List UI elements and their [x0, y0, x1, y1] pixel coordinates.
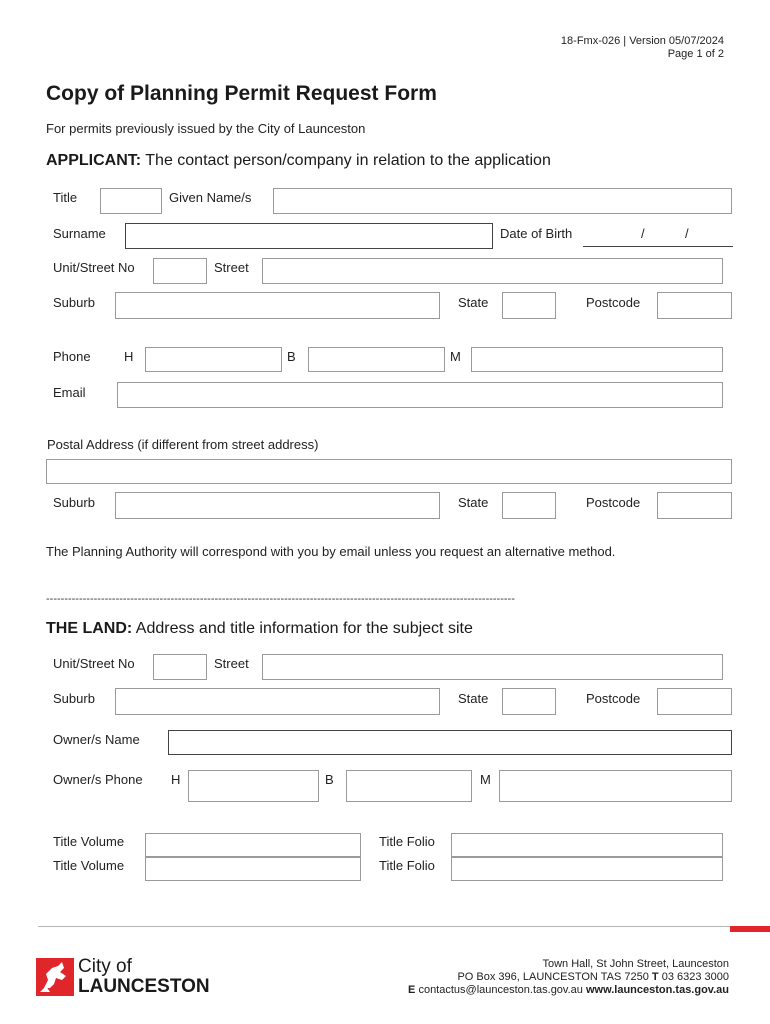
logo-text-line2: LAUNCESTON — [78, 976, 210, 997]
phone-label: Phone — [53, 349, 91, 364]
dob-separator: / — [641, 226, 645, 241]
phone-business-input[interactable] — [308, 347, 445, 372]
title-volume-input-2[interactable] — [145, 857, 361, 881]
logo-text-line1: City of — [78, 956, 132, 977]
dob-label: Date of Birth — [500, 226, 573, 241]
suburb-input[interactable] — [115, 292, 440, 319]
land-heading: THE LAND: Address and title information for the subject site — [46, 620, 473, 637]
owner-name-input[interactable] — [168, 730, 732, 755]
unit-street-no-label: Unit/Street No — [53, 260, 135, 275]
owner-phone-business-label: B — [325, 772, 334, 787]
state-label: State — [458, 295, 489, 310]
land-postcode-label: Postcode — [586, 691, 641, 706]
land-unit-street-no-label: Unit/Street No — [53, 656, 135, 671]
title-folio-input-2[interactable] — [451, 857, 723, 881]
footer-accent-bar — [730, 926, 770, 932]
footer-address: Town Hall, St John Street, Launceston — [542, 958, 729, 970]
owner-phone-mobile-label: M — [480, 772, 491, 787]
surname-label: Surname — [53, 226, 106, 241]
page-number: Page 1 of 2 — [667, 48, 724, 60]
footer-website-link[interactable]: www.launceston.tas.gov.au — [585, 984, 729, 996]
postal-address-label: Postal Address (if different from street address) — [47, 437, 319, 452]
dob-input[interactable] — [583, 246, 733, 247]
land-suburb-input[interactable] — [115, 688, 440, 715]
owner-phone-home-label: H — [171, 772, 181, 787]
phone-mobile-label: M — [450, 349, 461, 364]
land-street-input[interactable] — [262, 654, 723, 680]
postal-state-label: State — [458, 495, 489, 510]
phone-mobile-input[interactable] — [471, 347, 723, 372]
street-input[interactable] — [262, 258, 723, 284]
suburb-label: Suburb — [53, 295, 95, 310]
postal-postcode-label: Postcode — [586, 495, 641, 510]
phone-home-input[interactable] — [145, 347, 282, 372]
title-folio-label-2: Title Folio — [379, 858, 435, 873]
title-volume-label: Title Volume — [53, 834, 125, 849]
surname-input[interactable] — [125, 223, 493, 249]
given-names-label: Given Name/s — [169, 190, 252, 205]
phone-home-label: H — [124, 349, 134, 364]
postal-suburb-label: Suburb — [53, 495, 95, 510]
street-label: Street — [214, 260, 249, 275]
title-folio-input[interactable] — [451, 833, 723, 857]
postcode-label: Postcode — [586, 295, 641, 310]
form-code: 18-Fmx-026 | Version 05/07/2024 — [560, 35, 724, 47]
land-street-label: Street — [214, 656, 249, 671]
page-title: Copy of Planning Permit Request Form — [46, 82, 437, 105]
dob-separator: / — [685, 226, 689, 241]
owner-phone-mobile-input[interactable] — [499, 770, 732, 802]
title-folio-label: Title Folio — [379, 834, 435, 849]
given-names-input[interactable] — [273, 188, 732, 214]
land-state-label: State — [458, 691, 489, 706]
postal-state-input[interactable] — [502, 492, 556, 519]
section-divider: -------------------------------------------------------------------------------------------------------------------------------- — [46, 593, 515, 605]
land-state-input[interactable] — [502, 688, 556, 715]
email-label: Email — [53, 385, 86, 400]
correspondence-notice: The Planning Authority will correspond with you by email unless you request an alternative method. — [46, 544, 616, 559]
title-input[interactable] — [100, 188, 162, 214]
title-label: Title — [53, 190, 78, 205]
phone-business-label: B — [287, 349, 296, 364]
email-input[interactable] — [117, 382, 723, 408]
postal-suburb-input[interactable] — [115, 492, 440, 519]
state-input[interactable] — [502, 292, 556, 319]
footer-contact: E contactus@launceston.tas.gov.au www.launceston.tas.gov.au — [408, 984, 729, 996]
land-postcode-input[interactable] — [657, 688, 732, 715]
footer-rule — [38, 926, 730, 927]
land-unit-street-no-input[interactable] — [153, 654, 207, 680]
owner-phone-label: Owner/s Phone — [53, 772, 143, 787]
applicant-heading: APPLICANT: The contact person/company in relation to the application — [46, 152, 551, 169]
footer-email-link[interactable]: contactus@launceston.tas.gov.au — [415, 984, 586, 996]
unit-street-no-input[interactable] — [153, 258, 207, 284]
page-subtitle: For permits previously issued by the City of Launceston — [46, 121, 366, 136]
footer-po-box: PO Box 396, LAUNCESTON TAS 7250 T 03 6323 3000 — [457, 971, 729, 983]
land-suburb-label: Suburb — [53, 691, 95, 706]
title-volume-label-2: Title Volume — [53, 858, 125, 873]
postcode-input[interactable] — [657, 292, 732, 319]
postal-postcode-input[interactable] — [657, 492, 732, 519]
owner-name-label: Owner/s Name — [53, 732, 140, 747]
title-volume-input[interactable] — [145, 833, 361, 857]
postal-address-input[interactable] — [46, 459, 732, 484]
owner-phone-home-input[interactable] — [188, 770, 319, 802]
owner-phone-business-input[interactable] — [346, 770, 472, 802]
city-logo-icon — [36, 958, 74, 996]
